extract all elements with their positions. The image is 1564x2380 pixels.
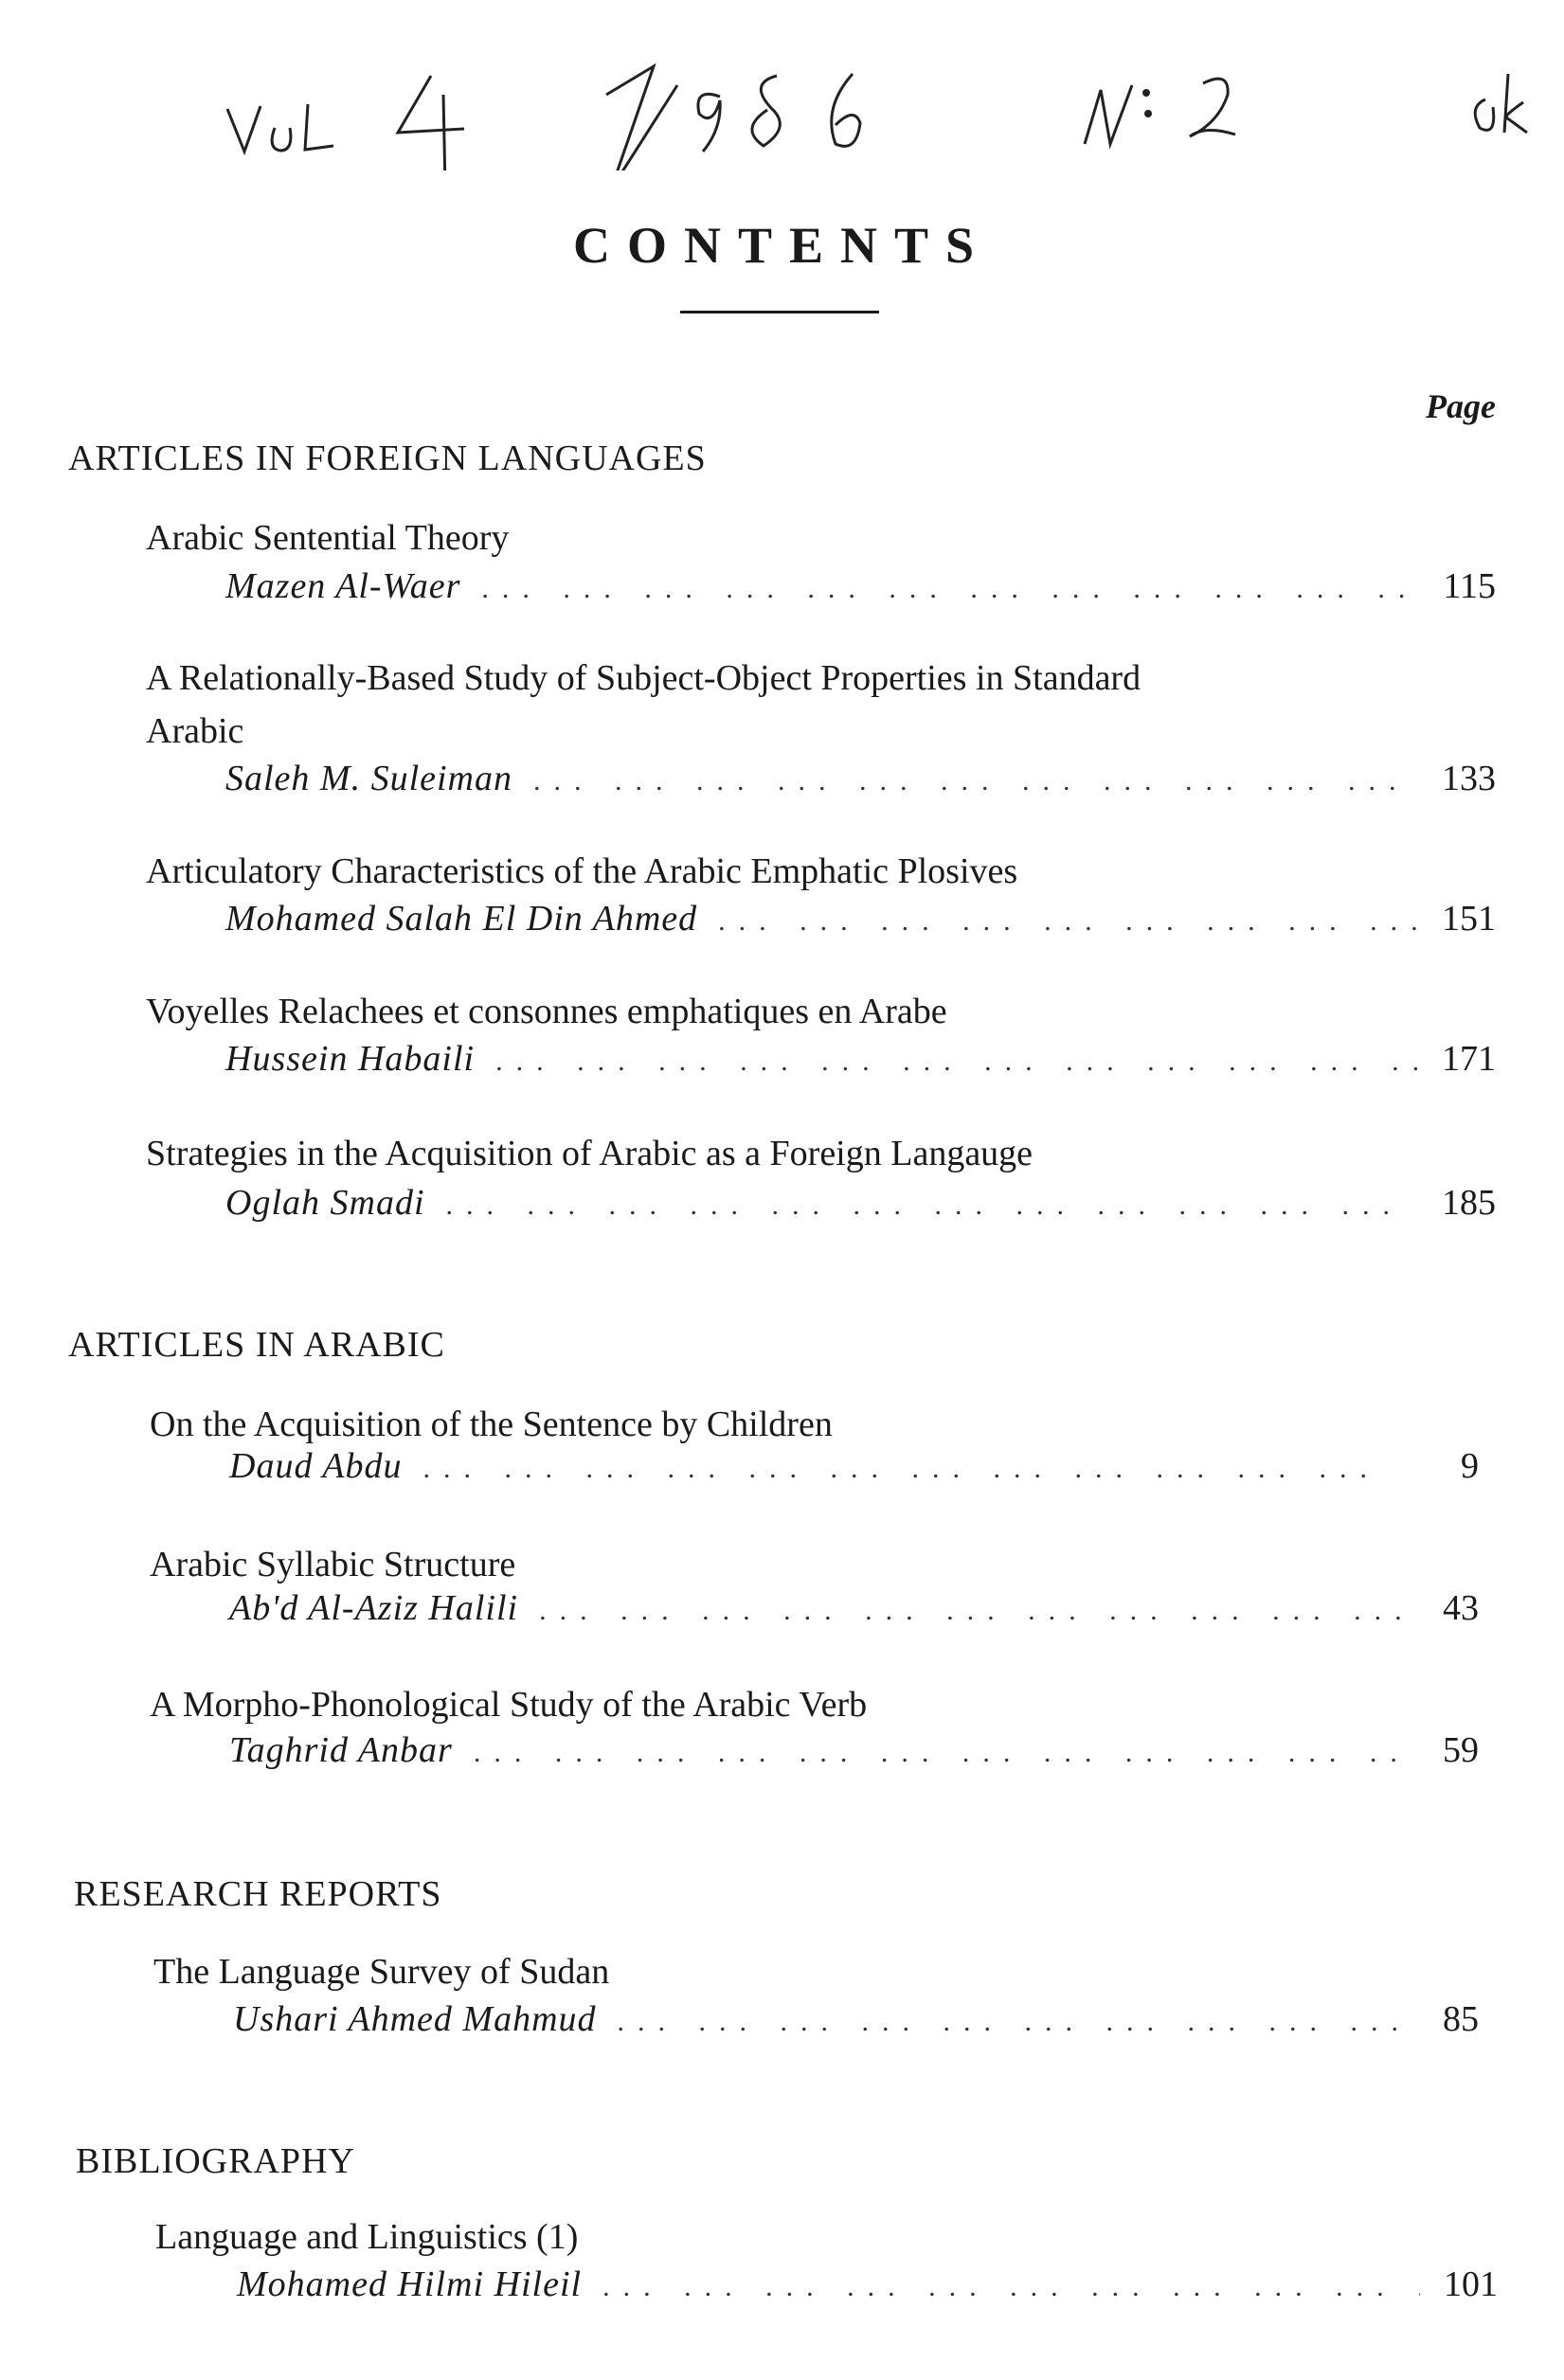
dot-leader (446, 1190, 1419, 1222)
entry-title: On the Acquisition of the Sentence by Children (150, 1405, 833, 1444)
section-heading-research: RESEARCH REPORTS (74, 1874, 442, 1914)
entry-author-row (229, 1445, 1479, 1498)
entry-page-number: 85 (1443, 1999, 1479, 2039)
entry-author: Mohamed Hilmi Hileil (237, 2264, 583, 2304)
entry-page-number: 9 (1461, 1446, 1479, 1486)
entry-title: Strategies in the Acquisition of Arabic as a Foreign Langauge (146, 1134, 1034, 1173)
section-heading-arabic: ARTICLES IN ARABIC (68, 1325, 445, 1365)
entry-author: Oglah Smadi (225, 1183, 425, 1223)
entry-author-row (229, 1729, 1479, 1782)
entry-title: Language and Linguistics (1) (155, 2217, 579, 2257)
entry-title: Voyelles Relachees et consonnes emphatiques en Arabe (146, 992, 947, 1031)
dot-leader (539, 1595, 1401, 1627)
dot-leader (481, 573, 1418, 605)
entry-author: Mazen Al-Waer (225, 566, 461, 606)
entry-author-row (229, 1587, 1479, 1640)
entry-author: Daud Abdu (229, 1446, 403, 1486)
title-underline (680, 311, 879, 313)
entry-title: The Language Survey of Sudan (153, 1952, 610, 1992)
entry-author-row (225, 1182, 1496, 1235)
entry-page-number: 171 (1442, 1039, 1496, 1079)
dot-leader (422, 1453, 1401, 1485)
section-heading-foreign: ARTICLES IN FOREIGN LANGUAGES (68, 438, 707, 478)
entry-page-number: 133 (1442, 759, 1496, 798)
entry-author-row (233, 1998, 1479, 2051)
entry-title: Arabic Sentential Theory (146, 518, 510, 558)
entry-author-row (225, 898, 1496, 951)
entry-title: A Morpho-Phonological Study of the Arabic Verb (150, 1685, 868, 1725)
entry-page-number: 115 (1443, 566, 1496, 606)
entry-page-number: 151 (1442, 899, 1496, 939)
handwritten-annotation (0, 38, 1564, 170)
entry-author-row (225, 1038, 1496, 1091)
entry-author: Hussein Habaili (225, 1039, 476, 1079)
section-heading-bibliography: BIBLIOGRAPHY (76, 2141, 355, 2181)
dot-leader (474, 1737, 1401, 1769)
page-title: CONTENTS (572, 217, 992, 274)
entry-author-row (225, 758, 1496, 811)
dot-leader (495, 1046, 1418, 1078)
entry-page-number: 185 (1442, 1183, 1496, 1223)
entry-title: Articulatory Characteristics of the Arabic Emphatic Plosives (146, 851, 1018, 891)
entry-page-number: 59 (1443, 1730, 1479, 1770)
dot-leader (718, 905, 1418, 938)
entry-title: A Relationally-Based Study of Subject-Object Properties in Standard Arabic (146, 658, 1142, 751)
entry-author: Ushari Ahmed Mahmud (233, 1999, 597, 2039)
entry-author: Ab'd Al-Aziz Halili (229, 1588, 519, 1628)
entry-author: Taghrid Anbar (229, 1730, 453, 1770)
dot-leader (618, 2006, 1401, 2038)
entry-page-number: 101 (1444, 2264, 1498, 2304)
dot-leader (602, 2271, 1420, 2303)
entry-author-row (237, 2264, 1498, 2317)
page-column-label: Page (1426, 387, 1496, 425)
entry-author-row (225, 565, 1496, 618)
entry-title: Arabic Syllabic Structure (150, 1545, 516, 1584)
entry-page-number: 43 (1443, 1588, 1479, 1628)
dot-leader (533, 765, 1418, 797)
entry-author: Saleh M. Suleiman (225, 759, 513, 798)
entry-author: Mohamed Salah El Din Ahmed (225, 899, 698, 939)
